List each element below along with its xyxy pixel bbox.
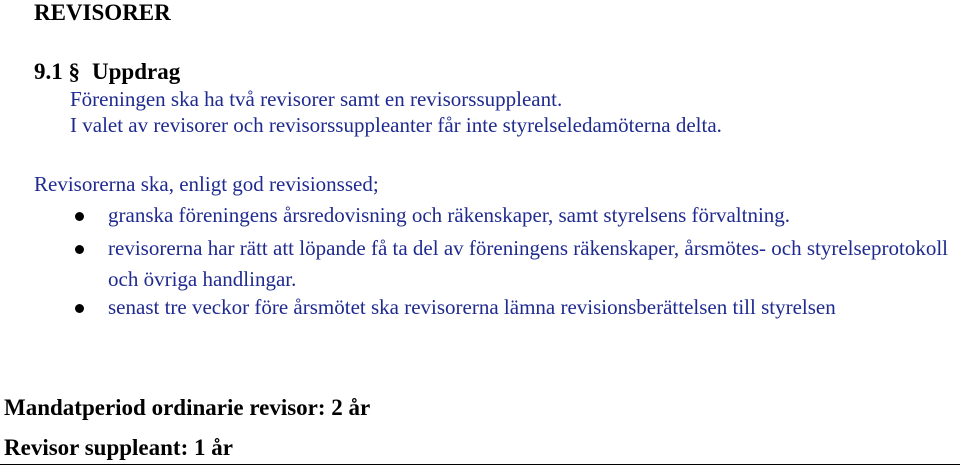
list-item-text: revisorerna har rätt att löpande få ta del av föreningens räkenskaper, årsmötes- och styrelseprotokoll och övriga handlingar. bbox=[108, 236, 948, 291]
section-heading bbox=[34, 59, 180, 85]
list-item-text: granska föreningens årsredovisning och räkenskaper, samt styrelsens förvaltning. bbox=[108, 203, 791, 227]
bullet-icon bbox=[75, 304, 84, 313]
intro-line: I valet av revisorer och revisorssuppleanter får inte styrelseledamöterna delta. bbox=[70, 113, 722, 137]
section-number: 9.1 bbox=[34, 59, 63, 84]
bullet-icon bbox=[75, 245, 84, 254]
mandate-period: Mandatperiod ordinarie revisor: 2 år bbox=[4, 395, 371, 420]
section-symbol: § bbox=[68, 59, 80, 84]
bottom-divider bbox=[0, 464, 960, 465]
intro-line: Föreningen ska ha två revisorer samt en revisorssuppleant. bbox=[70, 87, 563, 111]
substitute-period: Revisor suppleant: 1 år bbox=[4, 435, 233, 460]
bullet-icon bbox=[75, 212, 84, 221]
lead-sentence: Revisorerna ska, enligt god revisionssed; bbox=[34, 172, 379, 196]
list-item-text: senast tre veckor före årsmötet ska revisorerna lämna revisionsberättelsen till styrelsen bbox=[108, 295, 836, 319]
document-title: REVISORER bbox=[34, 0, 171, 25]
section-title: Uppdrag bbox=[92, 59, 181, 84]
